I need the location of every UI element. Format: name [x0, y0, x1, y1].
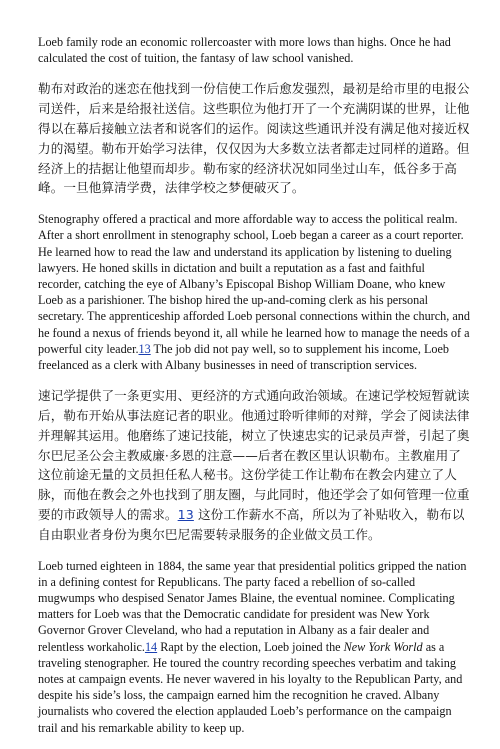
- paragraph-text-after-note: The job did not pay well, so to supplement his income, Loeb freelanced as a clerk with Albany businesses in need of transcription services.: [38, 341, 450, 373]
- paragraph-text-after: as a traveling stenographer. He toured the country recording speeches verbatim and taking notes at campaign events. He never wavered in his loyalty to the Republican Party, and despite his side’s loss, the campaign earned him the recognition he craved. Albany journalists who covered the election applauded Loeb’s performance on the campaign trail and his remarkable ability to keep up.: [38, 639, 463, 735]
- footnote-link-13[interactable]: 13: [177, 507, 194, 522]
- paragraph-1-en: [38, 34, 470, 66]
- footnote-link-14[interactable]: 14: [144, 639, 158, 654]
- paragraph-4-zh: [38, 386, 470, 544]
- publication-title: New York World: [343, 639, 423, 654]
- document-page: [38, 34, 470, 749]
- paragraph-text: Loeb family rode an economic rollercoaster with more lows than highs. Once he had calculated the cost of tuition, the fantasy of law school vanished.: [38, 35, 451, 66]
- paragraph-text-before-note: Loeb turned eighteen in 1884, the same year that presidential politics gripped the nation in a defining contest for Republicans. The party faced a rebellion of so-called mugwumps who despised Senator James Blaine, the eventual nominee. Complicating matters for Loeb was that the Democratic candidate for president was New York Governor Grover Cleveland, who had a reputation in Albany as a fair dealer and relentless workaholic.: [38, 558, 467, 654]
- paragraph-text-after-note: 这份工作薪水不高，所以为了补贴收入，勒布以自由职业者身份为奥尔巴尼需要转录服务的企业做文员工作。: [38, 507, 465, 542]
- paragraph-text-before-note: Stenography offered a practical and more affordable way to access the political realm. After a short enrollment in stenography school, Loeb began a career as a court reporter. He learned how to read the law and understand its application by listening to dueling lawyers. He honed skills in dictation and built a reputation as a fast and faithful recorder, catching the eye of Albany’s Episcopal Bishop William Doane, who knew Loeb as a parishioner. The bishop hired the up-and-coming clerk as his personal secretary. The apprenticeship afforded Loeb personal connections within the church, and he found a nexus of friends beyond it, all while he learned how to manage the needs of a powerful city leader.: [38, 212, 470, 356]
- paragraph-text: 勒布对政治的迷恋在他找到一份信使工作后愈发强烈，最初是给市里的电报公司送件，后来是给报社送信。这些职位为他打开了一个充满阴谋的世界，让他得以在幕后接触立法者和说客们的运作。阅读这些通讯并没有满足他对接近权力的渴望。勒布开始学习法律，仅仅因为大多数立法者都走过同样的道路。但经济上的拮据让他望而却步。勒布家的经济状况如同坐过山车，低谷多于高峰。一旦他算清学费，法律学校之梦便破灭了。: [38, 81, 470, 196]
- footnote-link-13[interactable]: 13: [138, 341, 151, 356]
- paragraph-text-middle: Rapt by the election, Loeb joined the: [157, 639, 344, 654]
- paragraph-5-en: [38, 558, 470, 736]
- paragraph-text-before-note: 速记学提供了一条更实用、更经济的方式通向政治领域。在速记学校短暂就读后，勒布开始从事法庭记者的职业。他通过聆听律师的对辩，学会了阅读法律并理解其运用。他磨练了速记技能，树立了快速忠实的记录员声誉，引起了奥尔巴尼圣公会主教威廉·多恩的注意——后者在教区里认识勒布。主教雇用了这位前途无量的文员担任私人秘书。这份学徒工作让勒布在教会内建立了人脉，而他在教会之外也找到了朋友圈，与此同时，他还学会了如何管理一位重要的市政领导人的需求。: [38, 388, 470, 522]
- paragraph-3-en: [38, 211, 470, 373]
- paragraph-2-zh: [38, 79, 470, 198]
